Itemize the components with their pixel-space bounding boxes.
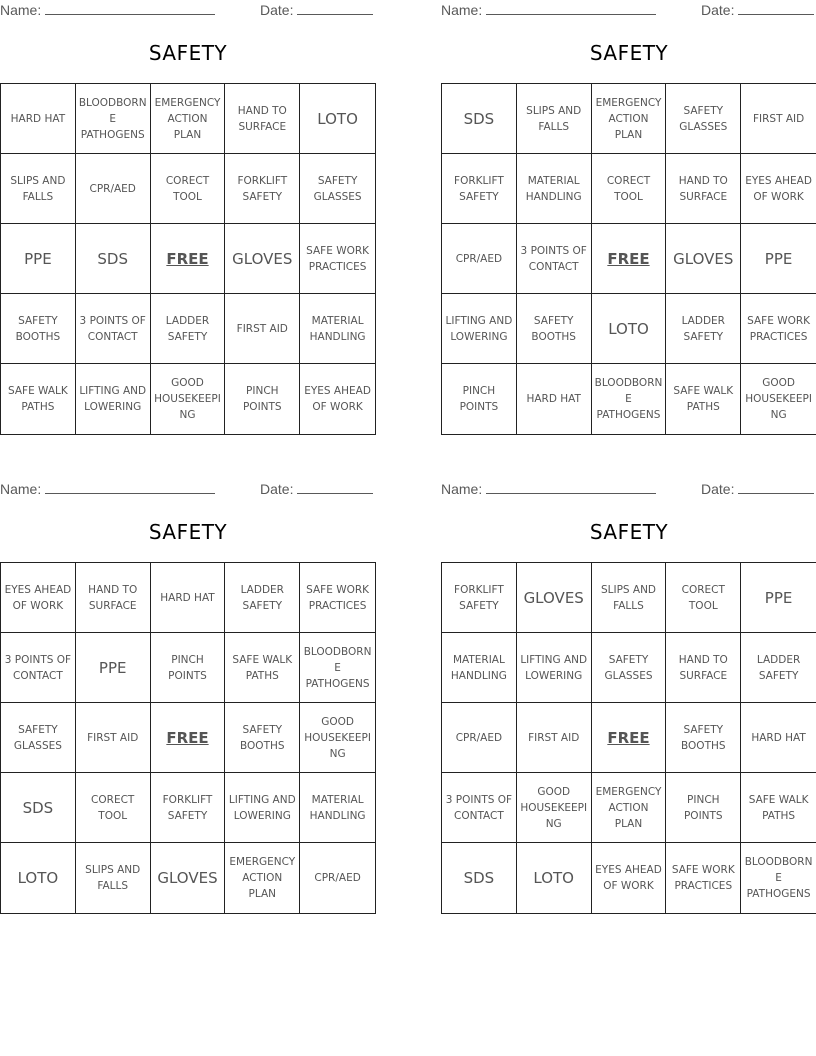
bingo-cell[interactable]: GLOVES [151,843,226,913]
bingo-cell[interactable]: SAFE WALK PATHS [1,364,76,434]
card-header [0,479,376,501]
bingo-cell[interactable]: SLIPS AND FALLS [592,563,667,633]
bingo-grid [0,562,376,914]
bingo-cell[interactable]: SAFETY GLASSES [666,84,741,154]
bingo-cell[interactable]: PPE [741,563,816,633]
free-space-cell[interactable]: FREE [151,224,226,294]
free-space-cell[interactable]: FREE [151,703,226,773]
bingo-cell[interactable]: SLIPS AND FALLS [1,154,76,224]
date-field[interactable] [260,2,373,18]
bingo-cell[interactable]: EYES AHEAD OF WORK [741,154,816,224]
name-blank-line[interactable] [45,2,215,15]
bingo-cell[interactable]: EMERGENCY ACTION PLAN [592,84,667,154]
bingo-card-4 [441,479,816,913]
bingo-cell[interactable]: PPE [76,633,151,703]
bingo-cell[interactable]: FIRST AID [517,703,592,773]
bingo-cell[interactable]: HAND TO SURFACE [225,84,300,154]
bingo-cell[interactable]: BLOODBORNE PATHOGENS [300,633,375,703]
bingo-cell[interactable]: BLOODBORNE PATHOGENS [592,364,667,434]
bingo-cell[interactable]: CPR/AED [442,703,517,773]
name-field[interactable] [0,2,215,18]
bingo-cell[interactable]: SDS [1,773,76,843]
bingo-cell[interactable]: PINCH POINTS [666,773,741,843]
card-header [441,0,816,22]
card-title: SAFETY [589,41,669,65]
bingo-cell[interactable]: FORKLIFT SAFETY [442,154,517,224]
date-field[interactable] [701,2,814,18]
bingo-grid [0,83,376,435]
date-field[interactable] [260,481,373,497]
bingo-cell[interactable]: BLOODBORNE PATHOGENS [744,856,813,900]
bingo-cell[interactable]: SAFE WALK PATHS [225,633,300,703]
bingo-cell[interactable]: SAFETY GLASSES [1,703,76,773]
bingo-cell[interactable]: CPR/AED [442,224,517,294]
bingo-cell[interactable]: SLIPS AND FALLS [76,843,151,913]
card-header [441,479,816,501]
bingo-cell[interactable]: CORECT TOOL [592,154,667,224]
date-blank-line[interactable] [738,2,814,15]
bingo-cell[interactable]: LADDER SAFETY [151,294,226,364]
bingo-cell[interactable]: 3 POINTS OF CONTACT [517,224,592,294]
bingo-cell[interactable]: HARD HAT [517,364,592,434]
bingo-cell[interactable]: SAFETY GLASSES [300,154,375,224]
free-space-cell[interactable]: FREE [592,703,667,773]
name-label: Name: [0,481,42,497]
bingo-cell[interactable]: GOOD HOUSEKEEPING [151,364,226,434]
date-field[interactable] [701,481,814,497]
bingo-cell[interactable]: GLOVES [517,563,592,633]
date-label: Date: [260,481,294,497]
bingo-cell[interactable]: SAFETY BOOTHS [666,703,741,773]
bingo-cell[interactable]: LIFTING AND LOWERING [225,773,300,843]
bingo-cell[interactable]: MATERIAL HANDLING [300,294,375,364]
bingo-cell[interactable]: 3 POINTS OF CONTACT [1,633,76,703]
bingo-cell[interactable]: 3 POINTS OF CONTACT [76,294,151,364]
bingo-cell[interactable]: LIFTING AND LOWERING [76,364,151,434]
bingo-cell[interactable]: EYES AHEAD OF WORK [1,563,76,633]
bingo-cell[interactable]: EMERGENCY ACTION PLAN [151,84,226,154]
bingo-cell[interactable]: HARD HAT [741,703,816,773]
bingo-cell[interactable]: MATERIAL HANDLING [300,773,375,843]
name-field[interactable] [441,2,656,18]
bingo-cell[interactable]: SAFE WORK PRACTICES [666,843,741,913]
name-blank-line[interactable] [45,481,215,494]
bingo-cell[interactable]: LADDER SAFETY [666,294,741,364]
bingo-cell[interactable]: LIFTING AND LOWERING [442,294,517,364]
bingo-cell[interactable]: GOOD HOUSEKEEPING [745,377,812,421]
bingo-cell[interactable]: EMERGENCY ACTION PLAN [592,773,667,843]
bingo-cell[interactable]: PPE [741,224,816,294]
bingo-cell[interactable]: SAFE WORK PRACTICES [300,563,375,633]
bingo-cell[interactable]: HAND TO SURFACE [666,633,741,703]
bingo-cell[interactable]: FIRST AID [76,703,151,773]
date-blank-line[interactable] [297,2,373,15]
bingo-card-2 [441,0,816,434]
bingo-cell[interactable]: LOTO [592,294,667,364]
name-field[interactable] [441,481,656,497]
name-label: Name: [441,2,483,18]
bingo-cell[interactable]: LADDER SAFETY [741,633,816,703]
card-header [0,0,376,22]
bingo-cell[interactable]: HAND TO SURFACE [76,563,151,633]
bingo-cell[interactable]: FORKLIFT SAFETY [225,154,300,224]
bingo-cell[interactable]: SAFETY BOOTHS [517,294,592,364]
bingo-cell[interactable]: SDS [442,84,517,154]
bingo-cell[interactable]: PINCH POINTS [442,364,517,434]
bingo-cell[interactable]: FORKLIFT SAFETY [442,563,517,633]
bingo-grid [441,562,816,914]
bingo-cell[interactable]: HAND TO SURFACE [666,154,741,224]
bingo-card-3 [0,479,376,913]
bingo-cell[interactable]: EYES AHEAD OF WORK [592,843,667,913]
date-blank-line[interactable] [297,481,373,494]
bingo-cell[interactable]: SAFETY BOOTHS [1,294,76,364]
bingo-cell[interactable]: CPR/AED [76,154,151,224]
bingo-cell[interactable]: SAFE WORK PRACTICES [741,294,816,364]
bingo-cell[interactable]: PPE [1,224,76,294]
bingo-cell[interactable]: GOOD HOUSEKEEPING [300,703,375,773]
bingo-cell[interactable]: CORECT TOOL [666,563,741,633]
date-label: Date: [701,481,735,497]
name-label: Name: [441,481,483,497]
bingo-cell[interactable]: PINCH POINTS [151,633,226,703]
bingo-cell[interactable]: LOTO [300,84,375,154]
bingo-cell[interactable]: 3 POINTS OF CONTACT [442,773,517,843]
bingo-cell[interactable]: HARD HAT [1,84,76,154]
bingo-cell[interactable]: MATERIAL HANDLING [517,154,592,224]
bingo-cell[interactable]: CPR/AED [314,872,361,884]
bingo-cell[interactable]: GOOD HOUSEKEEPING [517,773,592,843]
name-blank-line[interactable] [486,2,656,15]
bingo-cell[interactable]: SAFE WORK PRACTICES [300,224,375,294]
bingo-cell[interactable]: FIRST AID [741,84,816,154]
bingo-cell[interactable]: FORKLIFT SAFETY [151,773,226,843]
name-label: Name: [0,2,42,18]
bingo-cell[interactable]: SLIPS AND FALLS [517,84,592,154]
bingo-cell[interactable]: EYES AHEAD OF WORK [304,385,371,413]
bingo-cell[interactable]: LOTO [517,843,592,913]
bingo-grid [441,83,816,435]
date-label: Date: [260,2,294,18]
bingo-cell[interactable]: BLOODBORNE PATHOGENS [76,84,151,154]
card-title: SAFETY [148,520,228,544]
bingo-cell[interactable]: HARD HAT [151,563,226,633]
bingo-cell[interactable]: EMERGENCY ACTION PLAN [225,843,300,913]
name-field[interactable] [0,481,215,497]
date-blank-line[interactable] [738,481,814,494]
bingo-cell[interactable]: GLOVES [666,224,741,294]
bingo-cell[interactable]: LOTO [1,843,76,913]
bingo-cell[interactable]: MATERIAL HANDLING [442,633,517,703]
card-title: SAFETY [589,520,669,544]
bingo-card-1 [0,0,376,434]
bingo-cell[interactable]: SAFETY BOOTHS [225,703,300,773]
bingo-cell[interactable]: CORECT TOOL [76,773,151,843]
bingo-cell[interactable]: PINCH POINTS [225,364,300,434]
bingo-cell[interactable]: FIRST AID [225,294,300,364]
bingo-cell[interactable]: LIFTING AND LOWERING [517,633,592,703]
bingo-cell[interactable]: CORECT TOOL [151,154,226,224]
bingo-cell[interactable]: LADDER SAFETY [225,563,300,633]
bingo-cell[interactable]: GLOVES [225,224,300,294]
free-space-cell[interactable]: FREE [592,224,667,294]
card-title: SAFETY [148,41,228,65]
bingo-cell[interactable]: SAFE WALK PATHS [741,773,816,843]
date-label: Date: [701,2,735,18]
bingo-cell[interactable]: SAFETY GLASSES [592,633,667,703]
name-blank-line[interactable] [486,481,656,494]
bingo-cell[interactable]: SDS [442,843,517,913]
bingo-cell[interactable]: SDS [76,224,151,294]
bingo-cell[interactable]: SAFE WALK PATHS [666,364,741,434]
